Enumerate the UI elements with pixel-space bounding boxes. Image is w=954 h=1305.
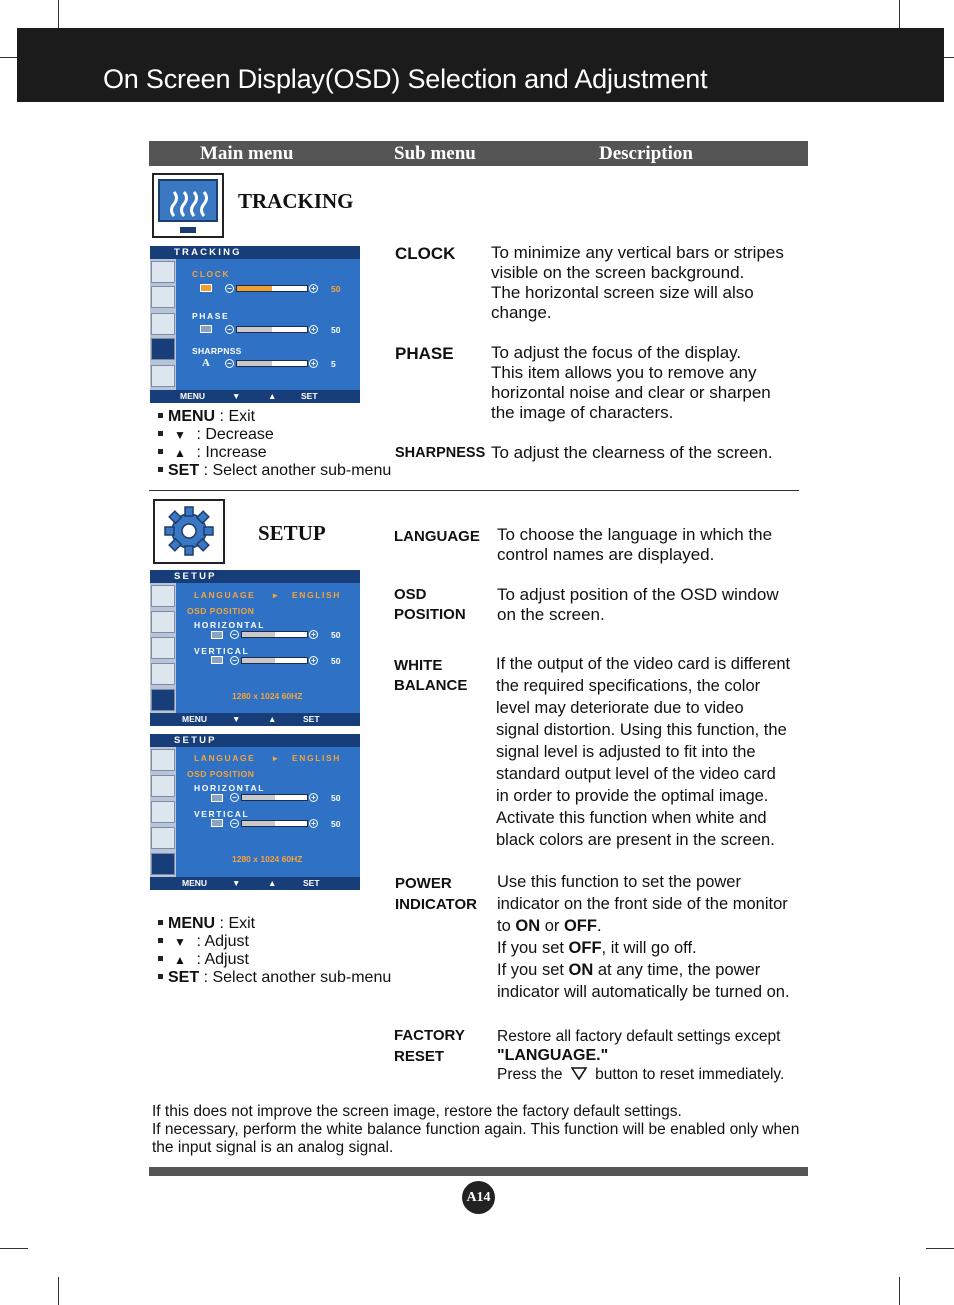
sharpness-label: SHARPNESS: [395, 445, 486, 461]
crop-mark: [0, 1248, 28, 1249]
osd-minus-icon: −: [230, 630, 239, 639]
osd-tab-color: [151, 286, 175, 308]
osd-resolution: 1280 x 1024 60HZ: [232, 854, 303, 864]
bottom-bar: [149, 1167, 808, 1176]
osd-footer-menu: MENU: [180, 391, 206, 401]
setup-osd-screen-horizontal: [150, 570, 360, 726]
up-arrow-icon: ▲: [174, 446, 186, 460]
setup-title: SETUP: [258, 521, 326, 545]
column-sub-menu: Sub menu: [394, 143, 476, 164]
osd-plus-icon: +: [309, 359, 318, 368]
osd-arrow-right-icon: ▸: [273, 753, 278, 763]
osd-header: TRACKING: [150, 246, 360, 259]
clock-label: CLOCK: [395, 244, 456, 263]
power-indicator-label: POWER INDICATOR: [395, 875, 477, 913]
osd-footer: [150, 713, 360, 726]
legend-key: MENU: [168, 915, 216, 932]
clock-description: To minimize any vertical bars or stripes visible on the screen background. The horizontal screen size will also change.: [491, 243, 784, 322]
down-arrow-icon: ▼: [174, 935, 186, 949]
osd-minus-icon: −: [230, 793, 239, 802]
osd-tab-screen: [151, 637, 175, 659]
osd-tab-tracking: [151, 338, 175, 360]
legend-key: MENU: [168, 408, 216, 425]
legend-text: : Adjust: [192, 933, 249, 950]
osd-vertical-bar: [241, 657, 308, 664]
osd-vertical-value: 50: [331, 819, 341, 829]
osd-clock-label: CLOCK: [192, 269, 231, 279]
footnote: If this does not improve the screen image, restore the factory default settings. If necessary, perform the white balance function again. This function will be enabled only when the input signal is an analog signal.: [152, 1103, 800, 1156]
crop-mark: [58, 0, 59, 28]
power-indicator-description: Use this function to set the power indicator on the front side of the monitor to ON or OFF. If you set OFF, it will go off. If you set ON at any time, the power indicator will automatically be turned on.: [497, 873, 790, 1001]
osd-sidebar: [150, 747, 176, 877]
osd-tab-tracking: [151, 663, 175, 685]
osd-footer-up-icon: ▲: [268, 878, 277, 888]
osd-language-value: ENGLISH: [292, 590, 341, 600]
osd-minus-icon: −: [230, 656, 239, 665]
osd-header: SETUP: [150, 734, 360, 747]
crop-mark: [944, 57, 954, 58]
legend-text: : Exit: [215, 408, 256, 425]
osd-horizontal-label: HORIZONTAL: [194, 783, 266, 793]
osd-footer-up-icon: ▲: [268, 714, 277, 724]
legend-text: : Adjust: [192, 951, 249, 968]
white-balance-description: If the output of the video card is different the required specifications, the color level may deteriorate due to video signal distortion. Using this function, the signal level is adjusted to fit into the standard output level of the video card in order to provide the optimal image. Activate this function when white and black colors are present in the screen.: [496, 655, 791, 849]
sharpness-description: To adjust the clearness of the screen.: [491, 443, 773, 462]
setup-icon: [153, 499, 225, 564]
osd-phase-bar: [236, 326, 308, 333]
osd-footer-down-icon: ▼: [232, 714, 241, 724]
osd-clock-icon: [200, 284, 212, 292]
column-main-menu: Main menu: [200, 143, 294, 164]
osd-footer-menu: MENU: [182, 714, 208, 724]
osd-tab-picture: [151, 261, 175, 283]
factory-reset-label: FACTORY RESET: [394, 1027, 465, 1065]
tracking-legend: [154, 408, 391, 480]
title-bar: [17, 28, 944, 102]
osd-minus-icon: −: [225, 359, 234, 368]
osd-minus-icon: −: [230, 819, 239, 828]
osd-tab-picture: [151, 585, 175, 607]
osd-plus-icon: +: [309, 630, 318, 639]
legend-row: [154, 444, 391, 462]
osd-horizontal-value: 50: [331, 793, 341, 803]
osd-sharpness-icon: A: [202, 357, 210, 369]
osd-footer-set: SET: [301, 391, 318, 401]
osd-vertical-icon: [211, 656, 223, 664]
down-arrow-icon: ▼: [174, 428, 186, 442]
osd-position-description: To adjust position of the OSD window on the screen.: [497, 585, 779, 624]
legend-row: [154, 951, 391, 969]
phase-description: To adjust the focus of the display. This item allows you to remove any horizontal noise and clear or sharpen the image of characters.: [491, 343, 771, 422]
osd-sharpness-bar: [236, 360, 308, 367]
crop-mark: [899, 1277, 900, 1305]
osd-footer-up-icon: ▲: [268, 391, 277, 401]
legend-key: SET: [168, 462, 200, 479]
osd-vertical-label: VERTICAL: [194, 646, 250, 656]
osd-tab-color: [151, 775, 175, 797]
osd-footer-down-icon: ▼: [232, 878, 241, 888]
legend-text: : Decrease: [192, 426, 274, 443]
osd-vertical-icon: [211, 819, 223, 827]
down-button-icon: [567, 1065, 591, 1084]
osd-horizontal-bar: [241, 794, 308, 801]
osd-header: SETUP: [150, 570, 360, 583]
osd-horizontal-bar: [241, 631, 308, 638]
osd-vertical-label: VERTICAL: [194, 809, 250, 819]
osd-position-label: OSD POSITION: [187, 769, 255, 779]
crop-mark: [899, 0, 900, 28]
up-arrow-icon: ▲: [174, 953, 186, 967]
page-number: A14: [462, 1181, 495, 1214]
setup-legend: [154, 915, 391, 987]
osd-tab-setup: [151, 689, 175, 711]
osd-vertical-value: 50: [331, 656, 341, 666]
osd-tab-screen: [151, 313, 175, 335]
osd-arrow-right-icon: ▸: [273, 590, 278, 600]
osd-phase-value: 50: [331, 325, 341, 335]
white-balance-label: WHITE BALANCE: [394, 657, 468, 694]
osd-horizontal-icon: [211, 631, 223, 639]
osd-sharpness-value: 5: [331, 359, 336, 369]
phase-label: PHASE: [395, 344, 454, 363]
osd-footer-down-icon: ▼: [232, 391, 241, 401]
osd-horizontal-label: HORIZONTAL: [194, 620, 266, 630]
osd-resolution: 1280 x 1024 60HZ: [232, 691, 303, 701]
osd-tab-setup: [151, 853, 175, 875]
legend-text: : Exit: [215, 915, 256, 932]
osd-plus-icon: +: [309, 325, 318, 334]
osd-position-label: OSD POSITION: [394, 586, 466, 623]
crop-mark: [0, 57, 17, 58]
tracking-icon: [152, 173, 224, 238]
crop-mark: [58, 1277, 59, 1305]
osd-footer-set: SET: [303, 878, 320, 888]
osd-phase-label: PHASE: [192, 311, 230, 321]
osd-language-label: LANGUAGE: [194, 590, 256, 600]
osd-plus-icon: +: [309, 819, 318, 828]
osd-language-value: ENGLISH: [292, 753, 341, 763]
tracking-title: TRACKING: [238, 189, 354, 213]
osd-plus-icon: +: [309, 284, 318, 293]
legend-row: [154, 426, 391, 444]
section-divider: [149, 490, 799, 491]
osd-phase-icon: [200, 325, 212, 333]
osd-footer: [150, 877, 360, 890]
crop-mark: [926, 1248, 954, 1249]
osd-tab-setup: [151, 365, 175, 387]
legend-text: : Select another sub-menu: [199, 462, 392, 479]
osd-plus-icon: +: [309, 793, 318, 802]
osd-horizontal-icon: [211, 794, 223, 802]
osd-footer-menu: MENU: [182, 878, 208, 888]
tracking-osd-screen: [150, 246, 360, 403]
legend-text: : Increase: [192, 444, 267, 461]
page-title: On Screen Display(OSD) Selection and Adjustment: [103, 64, 708, 94]
osd-tab-screen: [151, 801, 175, 823]
osd-minus-icon: −: [225, 325, 234, 334]
osd-clock-bar: [236, 285, 308, 292]
osd-tab-tracking: [151, 827, 175, 849]
osd-sharpness-label: SHARPNSS: [192, 346, 242, 356]
legend-key: SET: [168, 969, 200, 986]
setup-osd-screen-vertical: [150, 734, 360, 890]
legend-row: [154, 969, 391, 987]
osd-sidebar: [150, 583, 176, 713]
legend-row: [154, 933, 391, 951]
osd-tab-color: [151, 611, 175, 633]
column-header: [149, 141, 808, 166]
osd-minus-icon: −: [225, 284, 234, 293]
language-label: LANGUAGE: [394, 528, 480, 545]
osd-horizontal-value: 50: [331, 630, 341, 640]
column-description: Description: [599, 143, 693, 164]
legend-row: [154, 408, 391, 426]
osd-tab-picture: [151, 749, 175, 771]
legend-row: [154, 915, 391, 933]
osd-language-label: LANGUAGE: [194, 753, 256, 763]
factory-reset-description: Restore all factory default settings except "LANGUAGE." Press the button to reset immediately.: [497, 1028, 785, 1083]
legend-text: : Select another sub-menu: [199, 969, 392, 986]
osd-clock-value: 50: [331, 284, 341, 294]
legend-row: [154, 462, 391, 480]
osd-footer-set: SET: [303, 714, 320, 724]
osd-sidebar: [150, 259, 176, 390]
osd-position-label: OSD POSITION: [187, 606, 255, 616]
osd-vertical-bar: [241, 820, 308, 827]
osd-footer: [150, 390, 360, 403]
osd-plus-icon: +: [309, 656, 318, 665]
language-description: To choose the language in which the control names are displayed.: [497, 525, 773, 564]
